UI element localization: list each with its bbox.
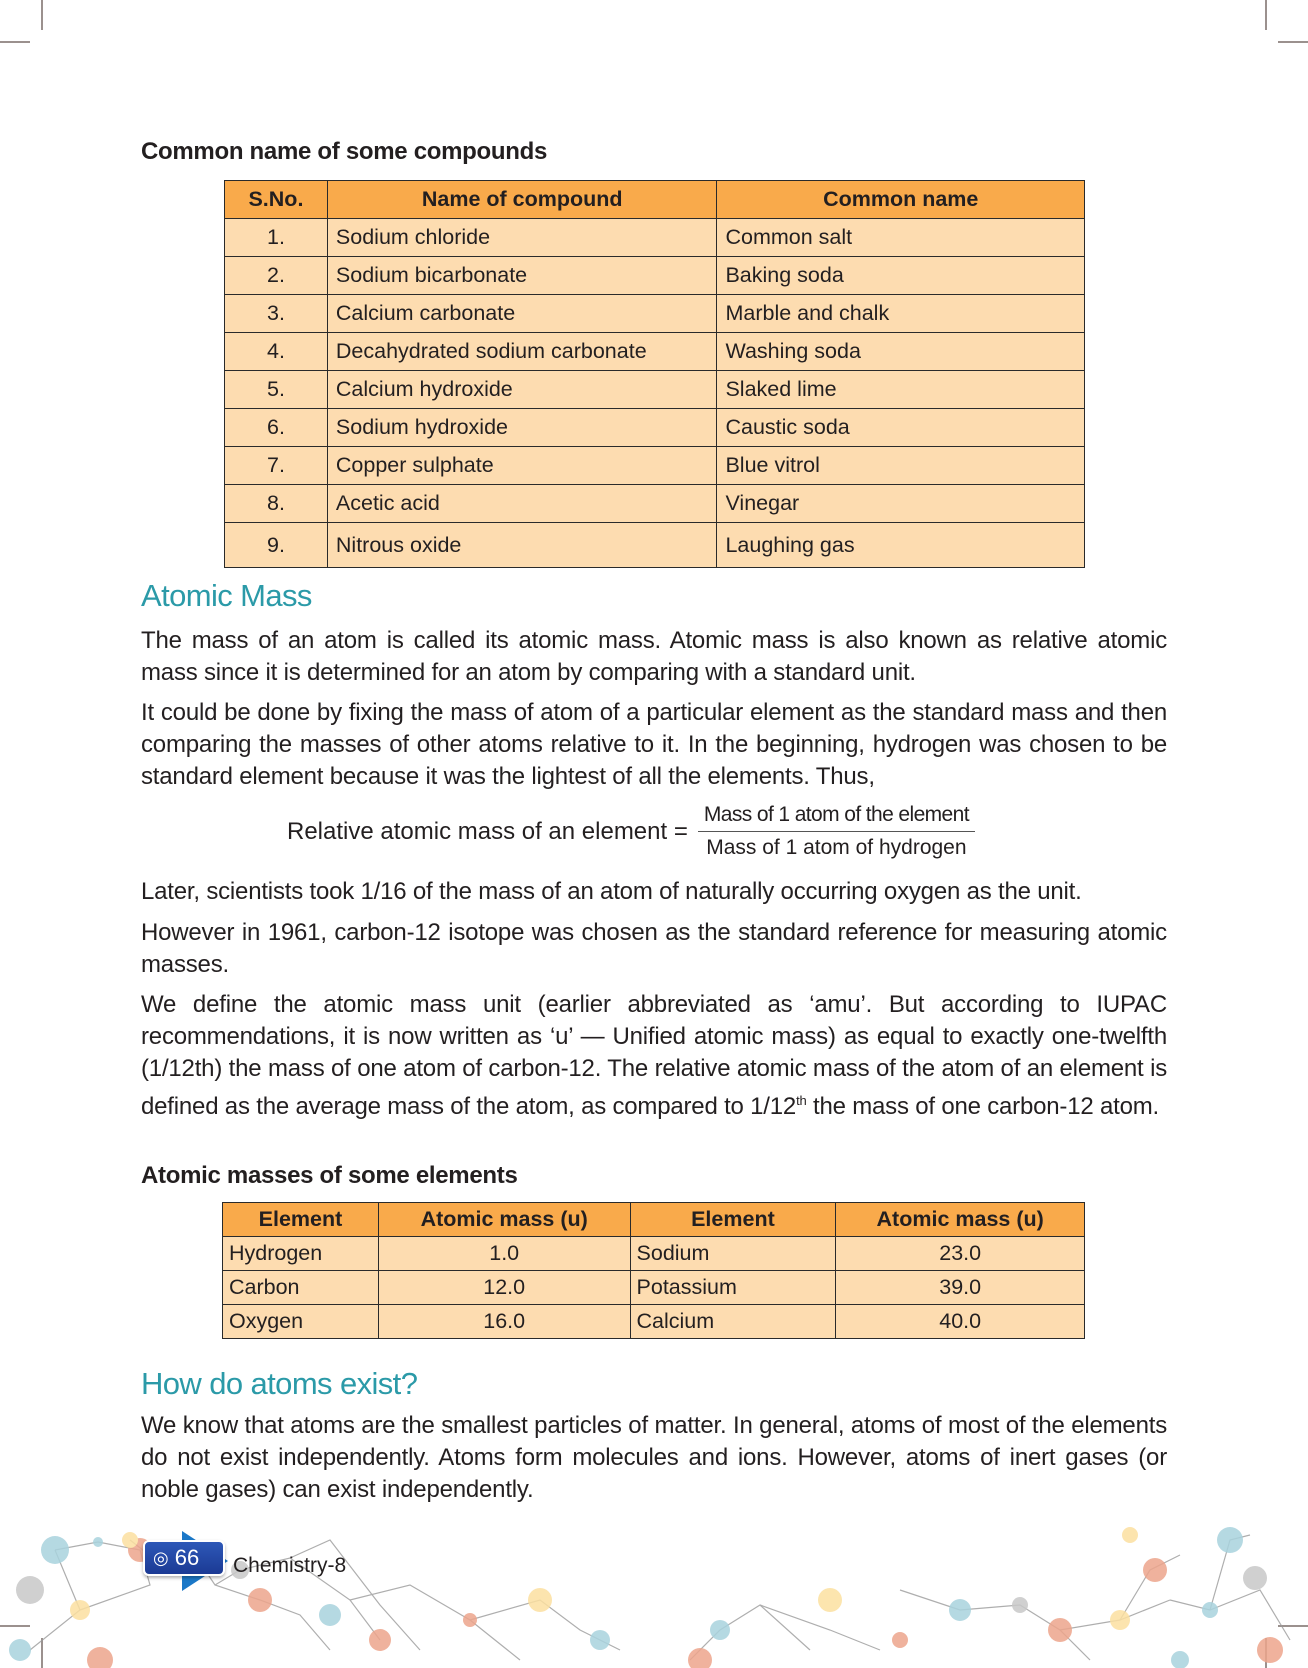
- spiral-icon: ◎: [153, 1547, 169, 1568]
- cell-sno: 6.: [225, 409, 328, 447]
- cell-atomic-mass: 16.0: [378, 1305, 630, 1339]
- page-number: 66: [174, 1545, 200, 1570]
- cell-compound: Copper sulphate: [327, 447, 717, 485]
- cell-compound: Calcium hydroxide: [327, 371, 717, 409]
- book-title: Chemistry-8: [233, 1554, 347, 1577]
- para-text-main: We define the atomic mass unit (earlier abbreviated as ‘amu’. But according to IUPAC recommendations, it is now written as ‘u’ — Unified atomic mass) as equal to exactly one-twelfth (1/12th) the mass of one atom of carbon-12. The relative atomic mass of the atom of an element is defined as the average mass of the atom, as compared to 1/12: [141, 991, 1167, 1120]
- atomic-mass-para-2: [141, 697, 1167, 793]
- atomic-mass-heading: Atomic Mass: [141, 578, 312, 613]
- elements-table-header-row: [223, 1203, 1085, 1237]
- table-row: [225, 333, 1085, 371]
- cell-sno: 9.: [225, 523, 328, 568]
- cell-common-name: Marble and chalk: [717, 295, 1085, 333]
- elements-table: [222, 1202, 1085, 1339]
- compounds-table: [224, 180, 1085, 568]
- cell-sno: 8.: [225, 485, 328, 523]
- table-row: [223, 1305, 1085, 1339]
- cell-sno: 4.: [225, 333, 328, 371]
- superscript-th: th: [796, 1093, 807, 1108]
- crop-mark-top-right-v: [1265, 0, 1267, 30]
- cell-common-name: Common salt: [717, 219, 1085, 257]
- atomic-mass-para-5: [141, 989, 1167, 1123]
- crop-mark-top-left-v: [41, 0, 43, 30]
- atomic-mass-para-1: [141, 625, 1167, 689]
- table-row: [225, 295, 1085, 333]
- header-common-name: Common name: [717, 181, 1085, 219]
- header-atomic-mass-2: Atomic mass (u): [836, 1203, 1085, 1237]
- cell-sno: 1.: [225, 219, 328, 257]
- table-row: [225, 447, 1085, 485]
- compounds-table-header-row: [225, 181, 1085, 219]
- table-row: [225, 371, 1085, 409]
- header-sno: S.No.: [225, 181, 328, 219]
- para-text: The mass of an atom is called its atomic mass. Atomic mass is also known as relative atomic mass since it is determined for an atom by comparing with a standard unit.: [141, 627, 1167, 686]
- cell-sno: 2.: [225, 257, 328, 295]
- relative-atomic-mass-formula: [287, 803, 975, 860]
- cell-sno: 7.: [225, 447, 328, 485]
- table-row: [225, 523, 1085, 568]
- cell-sno: 5.: [225, 371, 328, 409]
- cell-atomic-mass: 40.0: [836, 1305, 1085, 1339]
- cell-common-name: Washing soda: [717, 333, 1085, 371]
- cell-element: Carbon: [223, 1271, 379, 1305]
- para-text: We know that atoms are the smallest particles of matter. In general, atoms of most of the elements do not exist independently. Atoms form molecules and ions. However, atoms of inert gases (or noble gases) can exist independently.: [141, 1412, 1167, 1503]
- atoms-exist-para: [141, 1410, 1167, 1506]
- header-compound-name: Name of compound: [327, 181, 717, 219]
- header-element-1: Element: [223, 1203, 379, 1237]
- atomic-mass-para-4: [141, 917, 1167, 981]
- formula-fraction: [698, 803, 975, 860]
- elements-table-caption: Atomic masses of some elements: [141, 1162, 518, 1189]
- crop-mark-top-right-h: [1278, 41, 1308, 43]
- cell-element: Calcium: [630, 1305, 836, 1339]
- cell-element: Oxygen: [223, 1305, 379, 1339]
- para-text: Later, scientists took 1/16 of the mass of an atom of naturally occurring oxygen as the unit.: [141, 878, 1082, 905]
- table-row: [223, 1237, 1085, 1271]
- para-text-tail: the mass of one carbon-12 atom.: [806, 1093, 1159, 1120]
- cell-sno: 3.: [225, 295, 328, 333]
- cell-compound: Nitrous oxide: [327, 523, 717, 568]
- header-atomic-mass-1: Atomic mass (u): [378, 1203, 630, 1237]
- para-text: It could be done by fixing the mass of atom of a particular element as the standard mass and then comparing the masses of other atoms relative to it. In the beginning, hydrogen was chosen to be standard element because it was the lightest of all the elements. Thus,: [141, 699, 1167, 790]
- header-element-2: Element: [630, 1203, 836, 1237]
- para-text: However in 1961, carbon-12 isotope was chosen as the standard reference for measuring atomic masses.: [141, 919, 1167, 978]
- formula-numerator: Mass of 1 atom of the element: [698, 803, 975, 832]
- cell-element: Potassium: [630, 1271, 836, 1305]
- page-number-badge: [143, 1540, 225, 1576]
- cell-element: Hydrogen: [223, 1237, 379, 1271]
- para-text: [141, 989, 1167, 1123]
- atomic-mass-para-3: [141, 876, 1167, 908]
- cell-compound: Sodium bicarbonate: [327, 257, 717, 295]
- cell-common-name: Blue vitrol: [717, 447, 1085, 485]
- cell-compound: Decahydrated sodium carbonate: [327, 333, 717, 371]
- table-row: [225, 485, 1085, 523]
- crop-mark-top-left-h: [0, 41, 30, 43]
- table-row: [225, 219, 1085, 257]
- table-row: [225, 257, 1085, 295]
- cell-atomic-mass: 12.0: [378, 1271, 630, 1305]
- formula-lhs: Relative atomic mass of an element =: [287, 817, 688, 845]
- cell-compound: Calcium carbonate: [327, 295, 717, 333]
- cell-common-name: Slaked lime: [717, 371, 1085, 409]
- table-row: [223, 1271, 1085, 1305]
- cell-atomic-mass: 1.0: [378, 1237, 630, 1271]
- atoms-exist-heading: How do atoms exist?: [141, 1366, 418, 1401]
- cell-common-name: Laughing gas: [717, 523, 1085, 568]
- cell-common-name: Baking soda: [717, 257, 1085, 295]
- cell-common-name: Vinegar: [717, 485, 1085, 523]
- cell-atomic-mass: 23.0: [836, 1237, 1085, 1271]
- formula-denominator: Mass of 1 atom of hydrogen: [706, 836, 967, 859]
- cell-compound: Sodium chloride: [327, 219, 717, 257]
- cell-compound: Acetic acid: [327, 485, 717, 523]
- cell-common-name: Caustic soda: [717, 409, 1085, 447]
- cell-atomic-mass: 39.0: [836, 1271, 1085, 1305]
- cell-element: Sodium: [630, 1237, 836, 1271]
- compounds-table-caption: Common name of some compounds: [141, 138, 548, 165]
- cell-compound: Sodium hydroxide: [327, 409, 717, 447]
- table-row: [225, 409, 1085, 447]
